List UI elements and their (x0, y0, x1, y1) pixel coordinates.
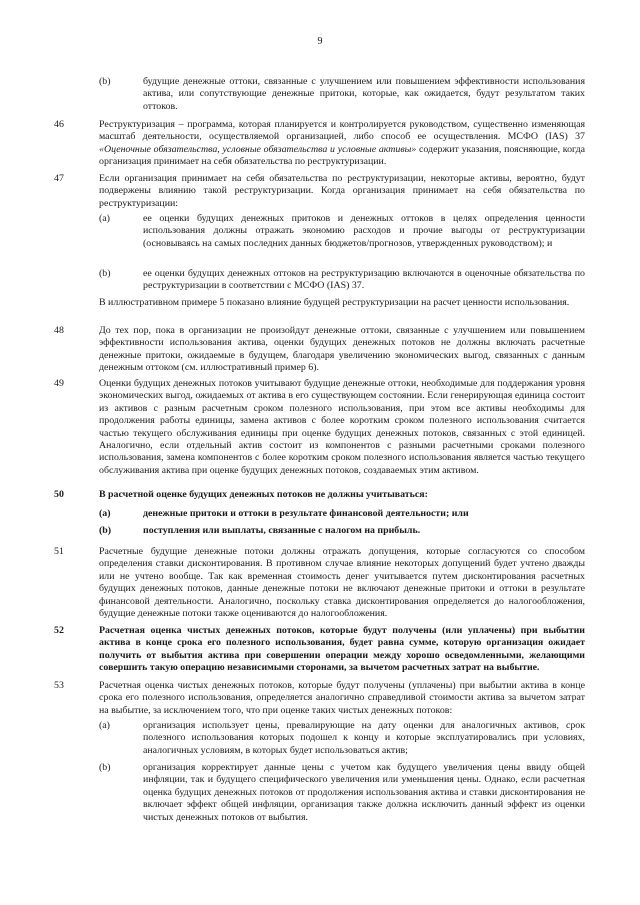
p50-item-b-text: поступления или выплаты, связанные с налогом на прибыль. (143, 525, 421, 536)
paragraph-52-text: Расчетная оценка чистых денежных потоков, которые будут получены (или уплачены) при выбытии актива в конце срока его полезного использования, будет равна сумме, которую организация ожидает получить от выбытия актива при совершении операции между хорошо осведомленными, желающими совершить такую операцию независимыми сторонами, за вычетом расчетных затрат на выбытие. (99, 625, 585, 674)
paragraph-49-text: Оценки будущих денежных потоков учитывают будущие денежные оттоки, необходимые для поддержания уровня экономических выгод, ожидаемых от актива в его существующем состоянии. Если генерирующая единица состоит из активов с разным расчетным сроком полезного использования, при этом все активы необходимы для продолжения работы единицы, замена активов с более коротким сроком полезного использования считается частью текущего обслуживания единицы при оценке будущих денежных потоков, связанных с этой единицей. Аналогично, если отдельный актив состоит из компонентов с разными расчетными сроками полезного использования, замена компонентов с более коротким сроком полезного использования является частью текущего обслуживания актива при оценке будущих денежных потоков, создаваемых этим активом. (99, 378, 585, 476)
paragraph-number-48: 48 (54, 325, 64, 336)
p53-item-b-text: организация корректирует данные цены с учетом как будущего увеличения цены ввиду общей инфляции, так и будущего специфического увеличения или уменьшения цены. Однако, если расчетная оценка будущих денежных потоков от продолжения использования актива и ставки дисконтирования не включает эффект общей инфляции, организация также должна исключить данный эффект из оценки чистых денежных потоков от выбытия. (143, 762, 585, 823)
paragraph-number-47: 47 (54, 173, 64, 184)
paragraph-number-53: 53 (54, 680, 64, 691)
paragraph-number-51: 51 (54, 546, 64, 557)
ias37-title: «Оценочные обязательства, условные обязательства и условные активы» (99, 143, 417, 155)
paragraph-number-46: 46 (54, 119, 64, 130)
paragraph-number-52: 52 (54, 625, 64, 636)
paragraph-50-intro: В расчетной оценке будущих денежных потоков не должны учитываться: (99, 489, 428, 500)
p47-item-b-label: (b) (99, 268, 111, 279)
p46-text-part-1: Реструктуризация – программа, которая планируется и контролируется руководством, существенно изменяющая масштаб деятельности, осуществляемой организацией, либо способ ее осуществления. МСФО (IAS) 37 (99, 119, 585, 143)
paragraph-47-closing: В иллюстративном примере 5 показано влияние будущей реструктуризации на расчет ценности использования. (99, 297, 570, 308)
p50-item-a-label: (a) (99, 508, 111, 519)
p46-text-part-2: содержит указания, поясняющие, когда организация принимает на себя обязательства по реструктуризации. (99, 143, 585, 168)
p45-item-b-label: (b) (99, 76, 111, 87)
p53-item-a-text: организация использует цены, превалирующие на дату оценки для аналогичных активов, срок полезного использования которых подошел к концу и которые эксплуатировались при условиях, аналогичных условиям, в которых будет использоваться актив; (143, 720, 585, 756)
p53-item-b-label: (b) (99, 762, 111, 773)
paragraph-53-intro: Расчетная оценка чистых денежных потоков, которые будут получены (уплачены) при выбытии актива в конце срока его полезного использования, определяется аналогично справедливой стоимости актива за вычетом затрат на выбытие, за исключением того, что при оценке таких чистых денежных потоков: (99, 680, 585, 716)
page-number: 9 (317, 36, 323, 47)
paragraph-number-50: 50 (54, 489, 64, 500)
p53-item-a-label: (a) (99, 720, 110, 731)
paragraph-48-text: До тех пор, пока в организации не произойдут денежные оттоки, связанные с улучшением или повышением эффективности использования актива, оценки будущих денежных потоков не должны включать расчетные денежные притоки, ожидаемые в будущем, благодаря увеличению экономических выгод, связанных с данным денежным оттоком (см. иллюстративный пример 6). (99, 325, 585, 374)
p45-item-b-text: будущие денежные оттоки, связанные с улучшением или повышением эффективности использования актива, или сопутствующие денежные притоки, которые, как ожидается, будут результатом таких оттоков. (143, 76, 585, 112)
paragraph-46-text (99, 119, 585, 169)
paragraph-47-intro: Если организация принимает на себя обязательства по реструктуризации, некоторые активы, вероятно, будут подвержены влиянию такой реструктуризации. Когда организация принимает на себя обязательства по реструктуризации: (99, 173, 585, 209)
p50-item-b-label: (b) (99, 525, 112, 536)
paragraph-number-49: 49 (54, 378, 64, 389)
p47-item-a-text: ее оценки будущих денежных притоков и денежных оттоков в целях определения ценности использования должны отражать экономию расходов и прочие выгоды от реструктуризации (основываясь на самых последних данных бюджетов/прогнозов, утвержденных руководством); и (143, 213, 585, 249)
paragraph-51-text: Расчетные будущие денежные потоки должны отражать допущения, которые согласуются со способом определения ставки дисконтирования. В противном случае влияние некоторых допущений будет учтено дважды или не учтено вообще. Так как временная стоимость денег учитывается путем дисконтирования расчетных будущих денежных потоков, данные денежные потоки не включают денежные притоки и оттоки в результате финансовой деятельности. Аналогично, поскольку ставка дисконтирования определяется до налогообложения, будущие денежные потоки также оцениваются до налогообложения. (99, 546, 585, 620)
p50-item-a-text: денежные притоки и оттоки в результате финансовой деятельности; или (143, 508, 469, 519)
p47-item-a-label: (a) (99, 213, 110, 224)
p47-item-b-text: ее оценки будущих денежных оттоков на реструктуризацию включаются в оценочные обязательства по реструктуризации в соответствии с МСФО (IAS) 37. (143, 268, 585, 292)
